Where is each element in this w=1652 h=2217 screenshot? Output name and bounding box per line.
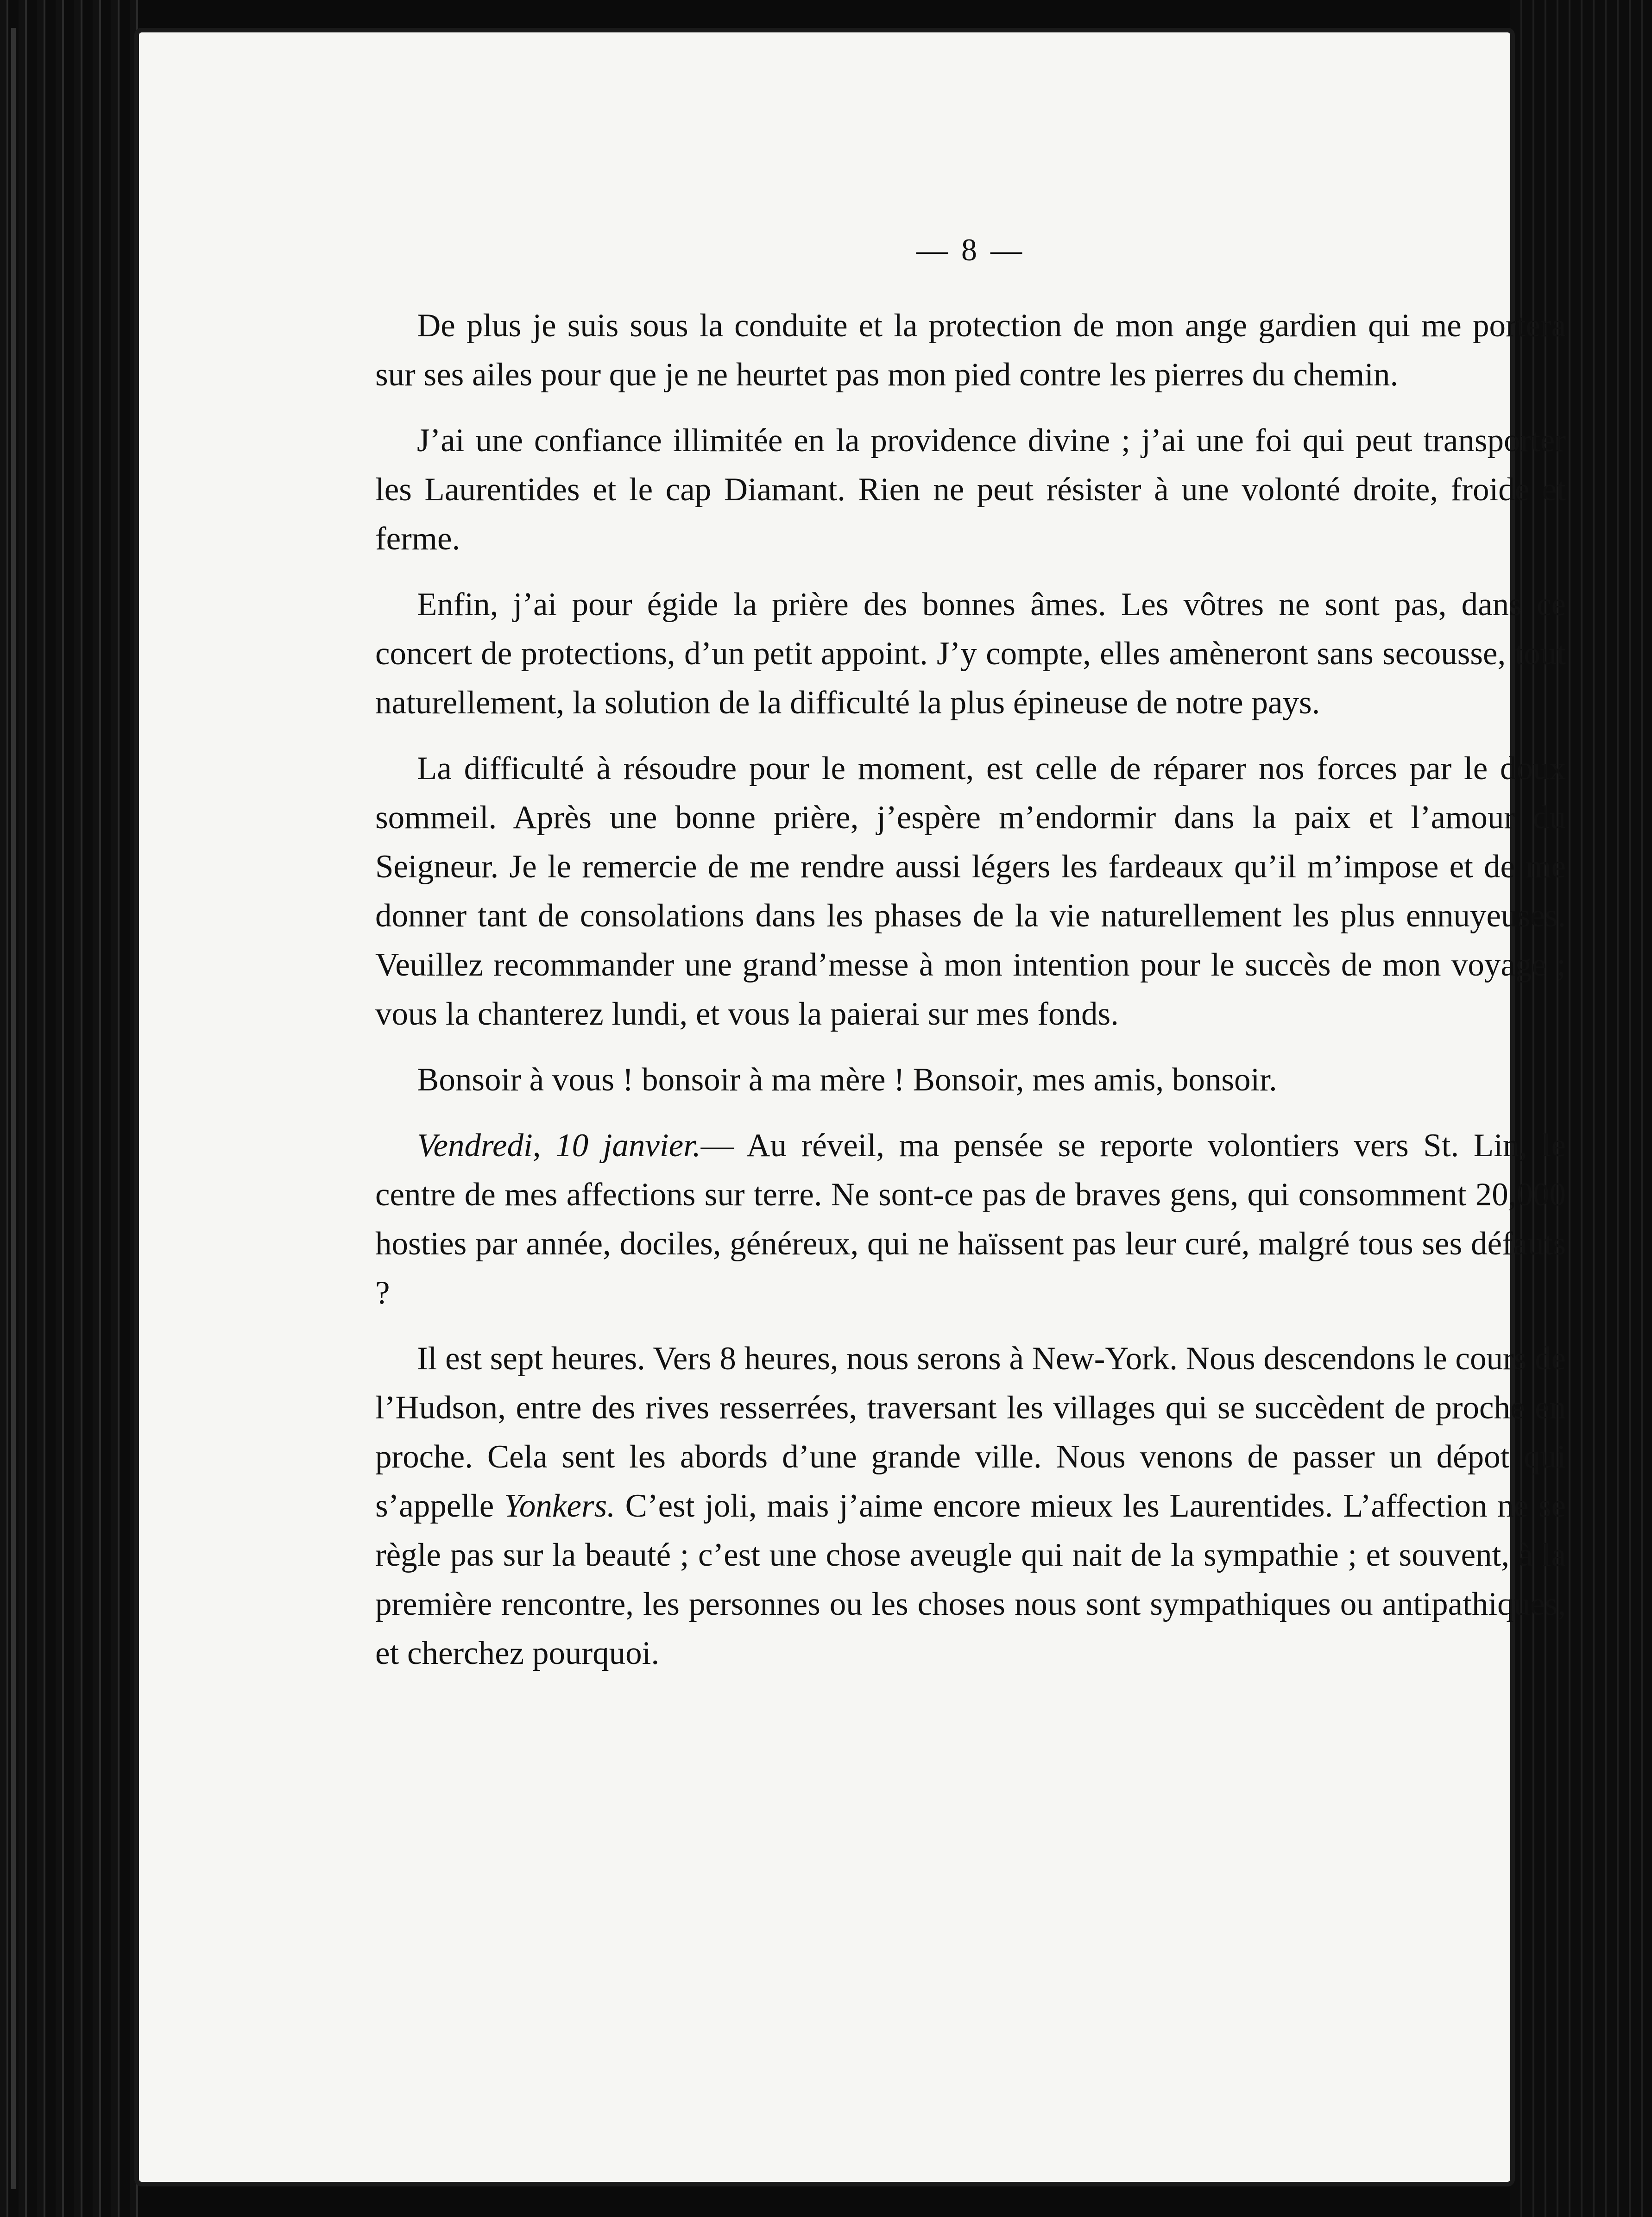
body-text [375, 301, 1566, 1694]
paragraph-3: Enfin, j’ai pour égide la prière des bonnes âmes. Les vôtres ne sont pas, dans ce concert de protections, d’un petit appoint. J’y compte, elles amèneront sans secousse, tout naturellement, la solution de la difficulté la plus épineuse de notre pays. [375, 586, 1566, 721]
scan-left-edge [0, 0, 139, 2217]
paragraph-6-text: — Au réveil, ma pensée se reporte volontiers vers St. Lin, le centre de mes affections sur terre. Ne sont-ce pas de braves gens, qui consomment 20,000 hosties par année, dociles, généreux, qui ne haïssent pas leur curé, malgré tous ses défauts ? [375, 1127, 1566, 1311]
book-page [139, 32, 1566, 2182]
paragraph-6 [375, 1121, 1566, 1317]
paragraph-7 [375, 1334, 1566, 1678]
page-number: — 8 — [916, 232, 1025, 267]
diary-date: Vendredi, 10 janvier. [417, 1127, 701, 1164]
paragraph-4: La difficulté à résoudre pour le moment, est celle de réparer nos forces par le doux sommeil. Après une bonne prière, j’espère m’endormir dans la paix et l’amour du Seigneur. Je le remercie de me rendre aussi légers les fardeaux qu’il m’impose et de me donner tant de consolations dans les phases de la vie naturellement les plus ennuyeuses. Veuillez recommander une grand’messe à mon intention pour le succès de mon voyage ; vous la chanterez lundi, et vous la paierai sur mes fonds. [375, 750, 1566, 1032]
paragraph-1: De plus je suis sous la conduite et la protection de mon ange gardien qui me portera sur ses ailes pour que je ne heurtet pas mon pied contre les pierres du chemin. [375, 308, 1566, 393]
paragraph-7-text-after: C’est joli, mais j’aime encore mieux les Laurentides. L’affection ne se règle pas sur la beauté ; c’est une chose aveugle qui nait de la sympathie ; et souvent, à la première rencontre, les personnes ou les choses nous sont sympathiques ou antipathiques, et cherchez pourquoi. [375, 1488, 1566, 1671]
paragraph-5: Bonsoir à vous ! bonsoir à ma mère ! Bonsoir, mes amis, bonsoir. [417, 1062, 1277, 1098]
paragraph-7-text-before: Il est sept heures. Vers 8 heures, nous serons à New-York. Nous descendons le cours de l’Hudson, entre des rives resserrées, traversant les villages qui se succèdent de proche en proche. Cela sent les abords d’une grande ville. Nous venons de passer un dépot qui s’appelle [375, 1341, 1566, 1524]
place-name: Yonkers. [504, 1488, 615, 1524]
binding-shadow [11, 28, 16, 2189]
paragraph-2: J’ai une confiance illimitée en la providence divine ; j’ai une foi qui peut transporter les Laurentides et le cap Diamant. Rien ne peut résister à une volonté droite, froide et ferme. [375, 422, 1566, 557]
